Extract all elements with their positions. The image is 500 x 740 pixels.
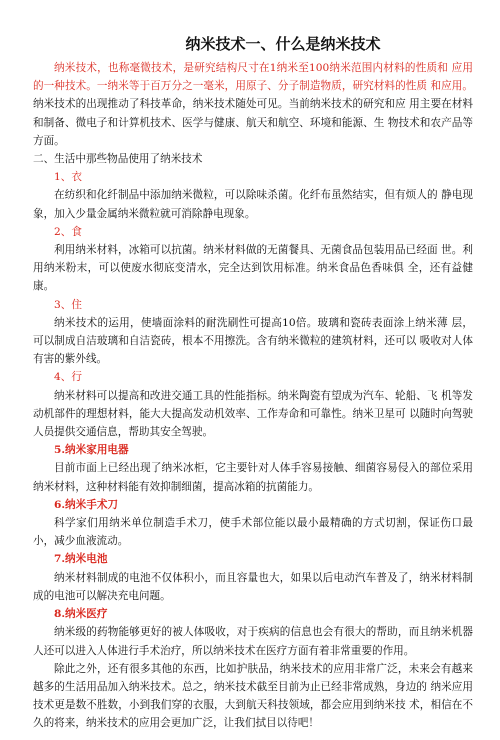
item-label: 3、住 bbox=[54, 298, 82, 311]
item-text: 纳米材料可以提高和改进交通工具的性能指标。纳米陶瓷有望成为汽车、轮船、飞 机等发动机部件的理想材料，能大大提高发动机效率、工作寿命和可靠性。纳米卫星可 以随时向驾驶人员提供交通信息，帮助其安全驾驶。 bbox=[33, 389, 473, 439]
section-heading: 二、生活中那些物品使用了纳米技术 bbox=[33, 153, 203, 166]
item-text: 在纺织和化纤制品中添加纳米微粒，可以除味杀菌。化纤布虽然结实，但有烦人的 静电现象，加入少量金属纳米微粒就可消除静电现象。 bbox=[33, 189, 473, 220]
item-text: 利用纳米材料，冰箱可以抗菌。纳米材料做的无菌餐具、无菌食品包装用品已经面 世。利用纳米粉末，可以使废水彻底变清水，完全达到饮用标准。纳米食品色香味俱 全，还有益健康。 bbox=[33, 244, 473, 293]
document-page bbox=[33, 34, 473, 733]
intro-black-text: 纳米技术的出现推动了科技革命，纳米技术随处可见。当前纳米技术的研究和应 用主要在材料和制备、微电子和计算机技术、医学与健康、航天和航空、环境和能源、生 物技术和农产品等方面。 bbox=[33, 98, 473, 147]
item-text: 科学家们用纳米单位制造手术刀，使手术部位能以最小最精确的方式切割，保证伤口最小，减少血液流动。 bbox=[33, 517, 473, 548]
conclusion-paragraph: 除此之外，还有很多其他的东西，比如护肤品，纳米技术的应用非常广泛，未来会有越来越多的生活用品加入纳米技术。总之，纳米技术截至目前为止已经非常成熟，身边的 纳米应用技术更是数不胜数，小到我们穿的衣服，大到航天科技领域，都会应用到纳米技 术，相信在不久的将来，纳米技术的应用会更加广泛，让我们拭目以待吧！ bbox=[33, 662, 473, 730]
page-title: 纳米技术一、什么是纳米技术 bbox=[185, 35, 381, 53]
intro-red-text: 纳米技术，也称毫微技术，是研究结构尺寸在1纳米至100纳米范围内材料的性质和 应用的一种技术。一纳米等于百万分之一毫米，用原子、分子制造物质，研究材料的性质 和应用。 bbox=[33, 62, 473, 93]
item-label: 4、行 bbox=[54, 371, 82, 384]
item-text: 纳米级的药物能够更好的被人体吸收，对于疾病的信息也会有很大的帮助，而且纳米机器人还可以进入人体进行手术治疗，所以纳米技术在医疗方面有着非常重要的作用。 bbox=[33, 626, 473, 657]
intro-paragraph bbox=[33, 59, 473, 150]
item-label: 2、食 bbox=[54, 225, 82, 238]
item-label: 6.纳米手术刀 bbox=[54, 498, 119, 511]
item-text: 目前市面上已经出现了纳米冰柜，它主要针对人体手容易接触、细菌容易侵入的部位采用纳米材料，这种材料能有效抑制细菌，提高冰箱的抗菌能力。 bbox=[33, 462, 473, 493]
item-label: 5.纳米家用电器 bbox=[54, 444, 129, 457]
item-label: 7.纳米电池 bbox=[54, 553, 108, 566]
item-text: 纳米材料制成的电池不仅体积小，而且容量也大，如果以后电动汽车普及了，纳米材料制成的电池可以解决充电问题。 bbox=[33, 571, 473, 602]
item-text: 纳米技术的运用，使墙面涂料的耐洗刷性可提高10倍。玻璃和瓷砖表面涂上纳米薄 层，可以制成自洁玻璃和自洁瓷砖，根本不用擦洗。含有纳米微粒的建筑材料，还可以 吸收对人体有害的紫外线。 bbox=[33, 316, 473, 366]
item-label: 8.纳米医疗 bbox=[54, 608, 108, 621]
item-label: 1、衣 bbox=[54, 171, 82, 184]
